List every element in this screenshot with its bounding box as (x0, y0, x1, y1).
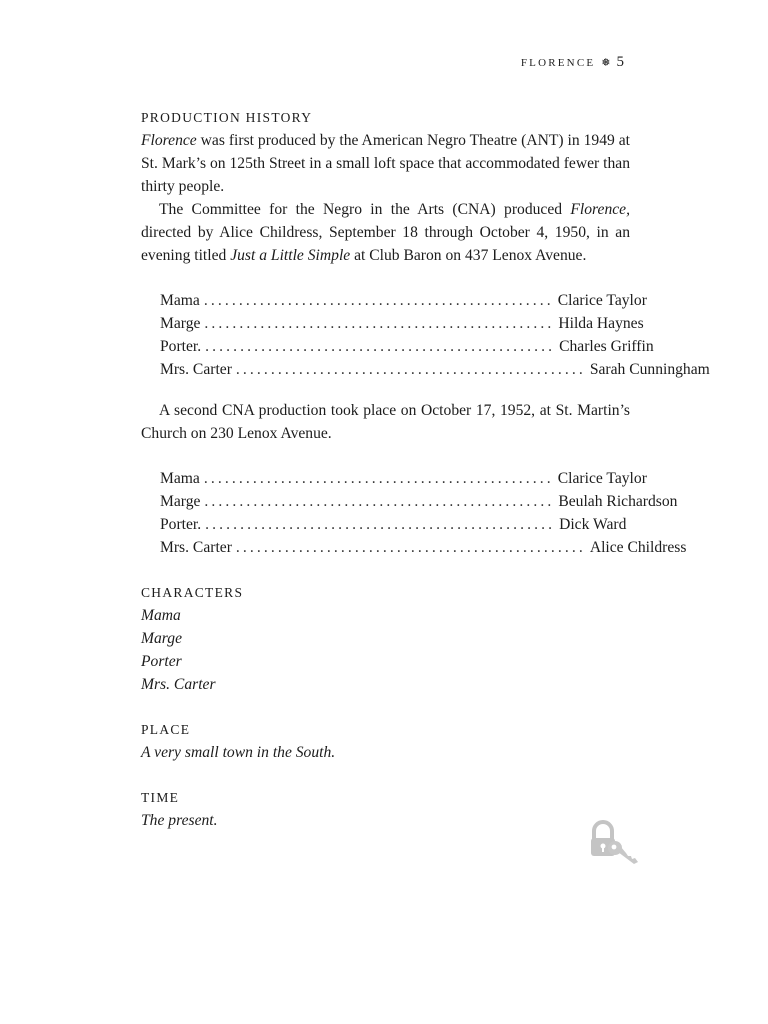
cast-role: Mama (160, 292, 200, 309)
cast-row (160, 335, 654, 358)
character-item: Porter (141, 653, 182, 670)
paragraph-2-text-c: at Club Baron on 437 Lenox Avenue. (350, 247, 587, 264)
paragraph-2-text-b: directed by Alice Childress, September 18 through October 4, 1950, in an evening titled (141, 224, 630, 264)
ornament-icon: ❅ (601, 57, 611, 69)
cast-role: Porter. (160, 338, 202, 355)
cast-role: Mrs. Carter (160, 539, 232, 556)
dot-leader: .................................................. (205, 338, 556, 355)
cast-role: Mama (160, 470, 200, 487)
cast-list-1952 (160, 467, 687, 559)
play-title: Florence, (570, 201, 630, 218)
cast-row (160, 536, 687, 559)
dot-leader: .................................................. (203, 470, 554, 487)
key-lock-icon (588, 818, 640, 866)
cast-list-1950 (160, 289, 710, 381)
cast-actor: Clarice Taylor (557, 470, 647, 487)
character-item: Mrs. Carter (141, 676, 216, 693)
character-item: Marge (141, 630, 182, 647)
cast-row (160, 358, 710, 381)
cast-role: Marge (160, 315, 201, 332)
cast-actor: Clarice Taylor (557, 292, 647, 309)
dot-leader: .................................................. (235, 539, 586, 556)
dot-leader: .................................................. (204, 493, 555, 510)
cast-actor: Beulah Richardson (558, 493, 678, 510)
spacer (141, 559, 630, 581)
production-paragraph-3: A second CNA production took place on October 17, 1952, at St. Martin’s Church on 230 Lenox Avenue. (141, 402, 630, 442)
dot-leader: .................................................. (205, 516, 556, 533)
cast-actor: Dick Ward (559, 516, 627, 533)
character-item: Mama (141, 607, 181, 624)
characters-heading: CHARACTERS (141, 585, 244, 600)
time-heading: TIME (141, 790, 180, 805)
spacer (141, 764, 630, 786)
dot-leader: .................................................. (235, 361, 586, 378)
cast-role: Marge (160, 493, 201, 510)
production-paragraph-1 (141, 129, 630, 198)
cast-row (160, 312, 644, 335)
spacer (141, 696, 630, 718)
evening-title: Just a Little Simple (230, 247, 351, 264)
dot-leader: .................................................. (203, 292, 554, 309)
dot-leader: .................................................. (204, 315, 555, 332)
running-head (521, 54, 624, 71)
cast-actor: Alice Childress (589, 539, 687, 556)
play-title: Florence (141, 132, 197, 149)
time-text: The present. (141, 812, 218, 829)
cast-actor: Sarah Cunningham (589, 361, 710, 378)
spacer (141, 381, 630, 399)
page-content (141, 106, 710, 832)
production-history-heading: PRODUCTION HISTORY (141, 110, 313, 125)
page-number: 5 (616, 54, 624, 70)
cast-actor: Charles Griffin (559, 338, 654, 355)
paragraph-2-text-a: The Committee for the Negro in the Arts (CNA) produced (159, 201, 571, 218)
cast-row (160, 467, 647, 490)
cast-role: Porter. (160, 516, 202, 533)
production-paragraph-2 (141, 198, 630, 267)
place-heading: PLACE (141, 722, 191, 737)
running-head-title: FLORENCE (520, 57, 596, 69)
cast-row (160, 490, 678, 513)
place-text: A very small town in the South. (141, 744, 336, 761)
cast-role: Mrs. Carter (160, 361, 232, 378)
cast-row (160, 513, 627, 536)
paragraph-1-text: was first produced by the American Negro Theatre (ANT) in 1949 at St. Mark’s on 125th Street in a small loft space that accommodated fewer than thirty people. (141, 132, 630, 195)
cast-actor: Hilda Haynes (558, 315, 644, 332)
cast-row (160, 289, 647, 312)
